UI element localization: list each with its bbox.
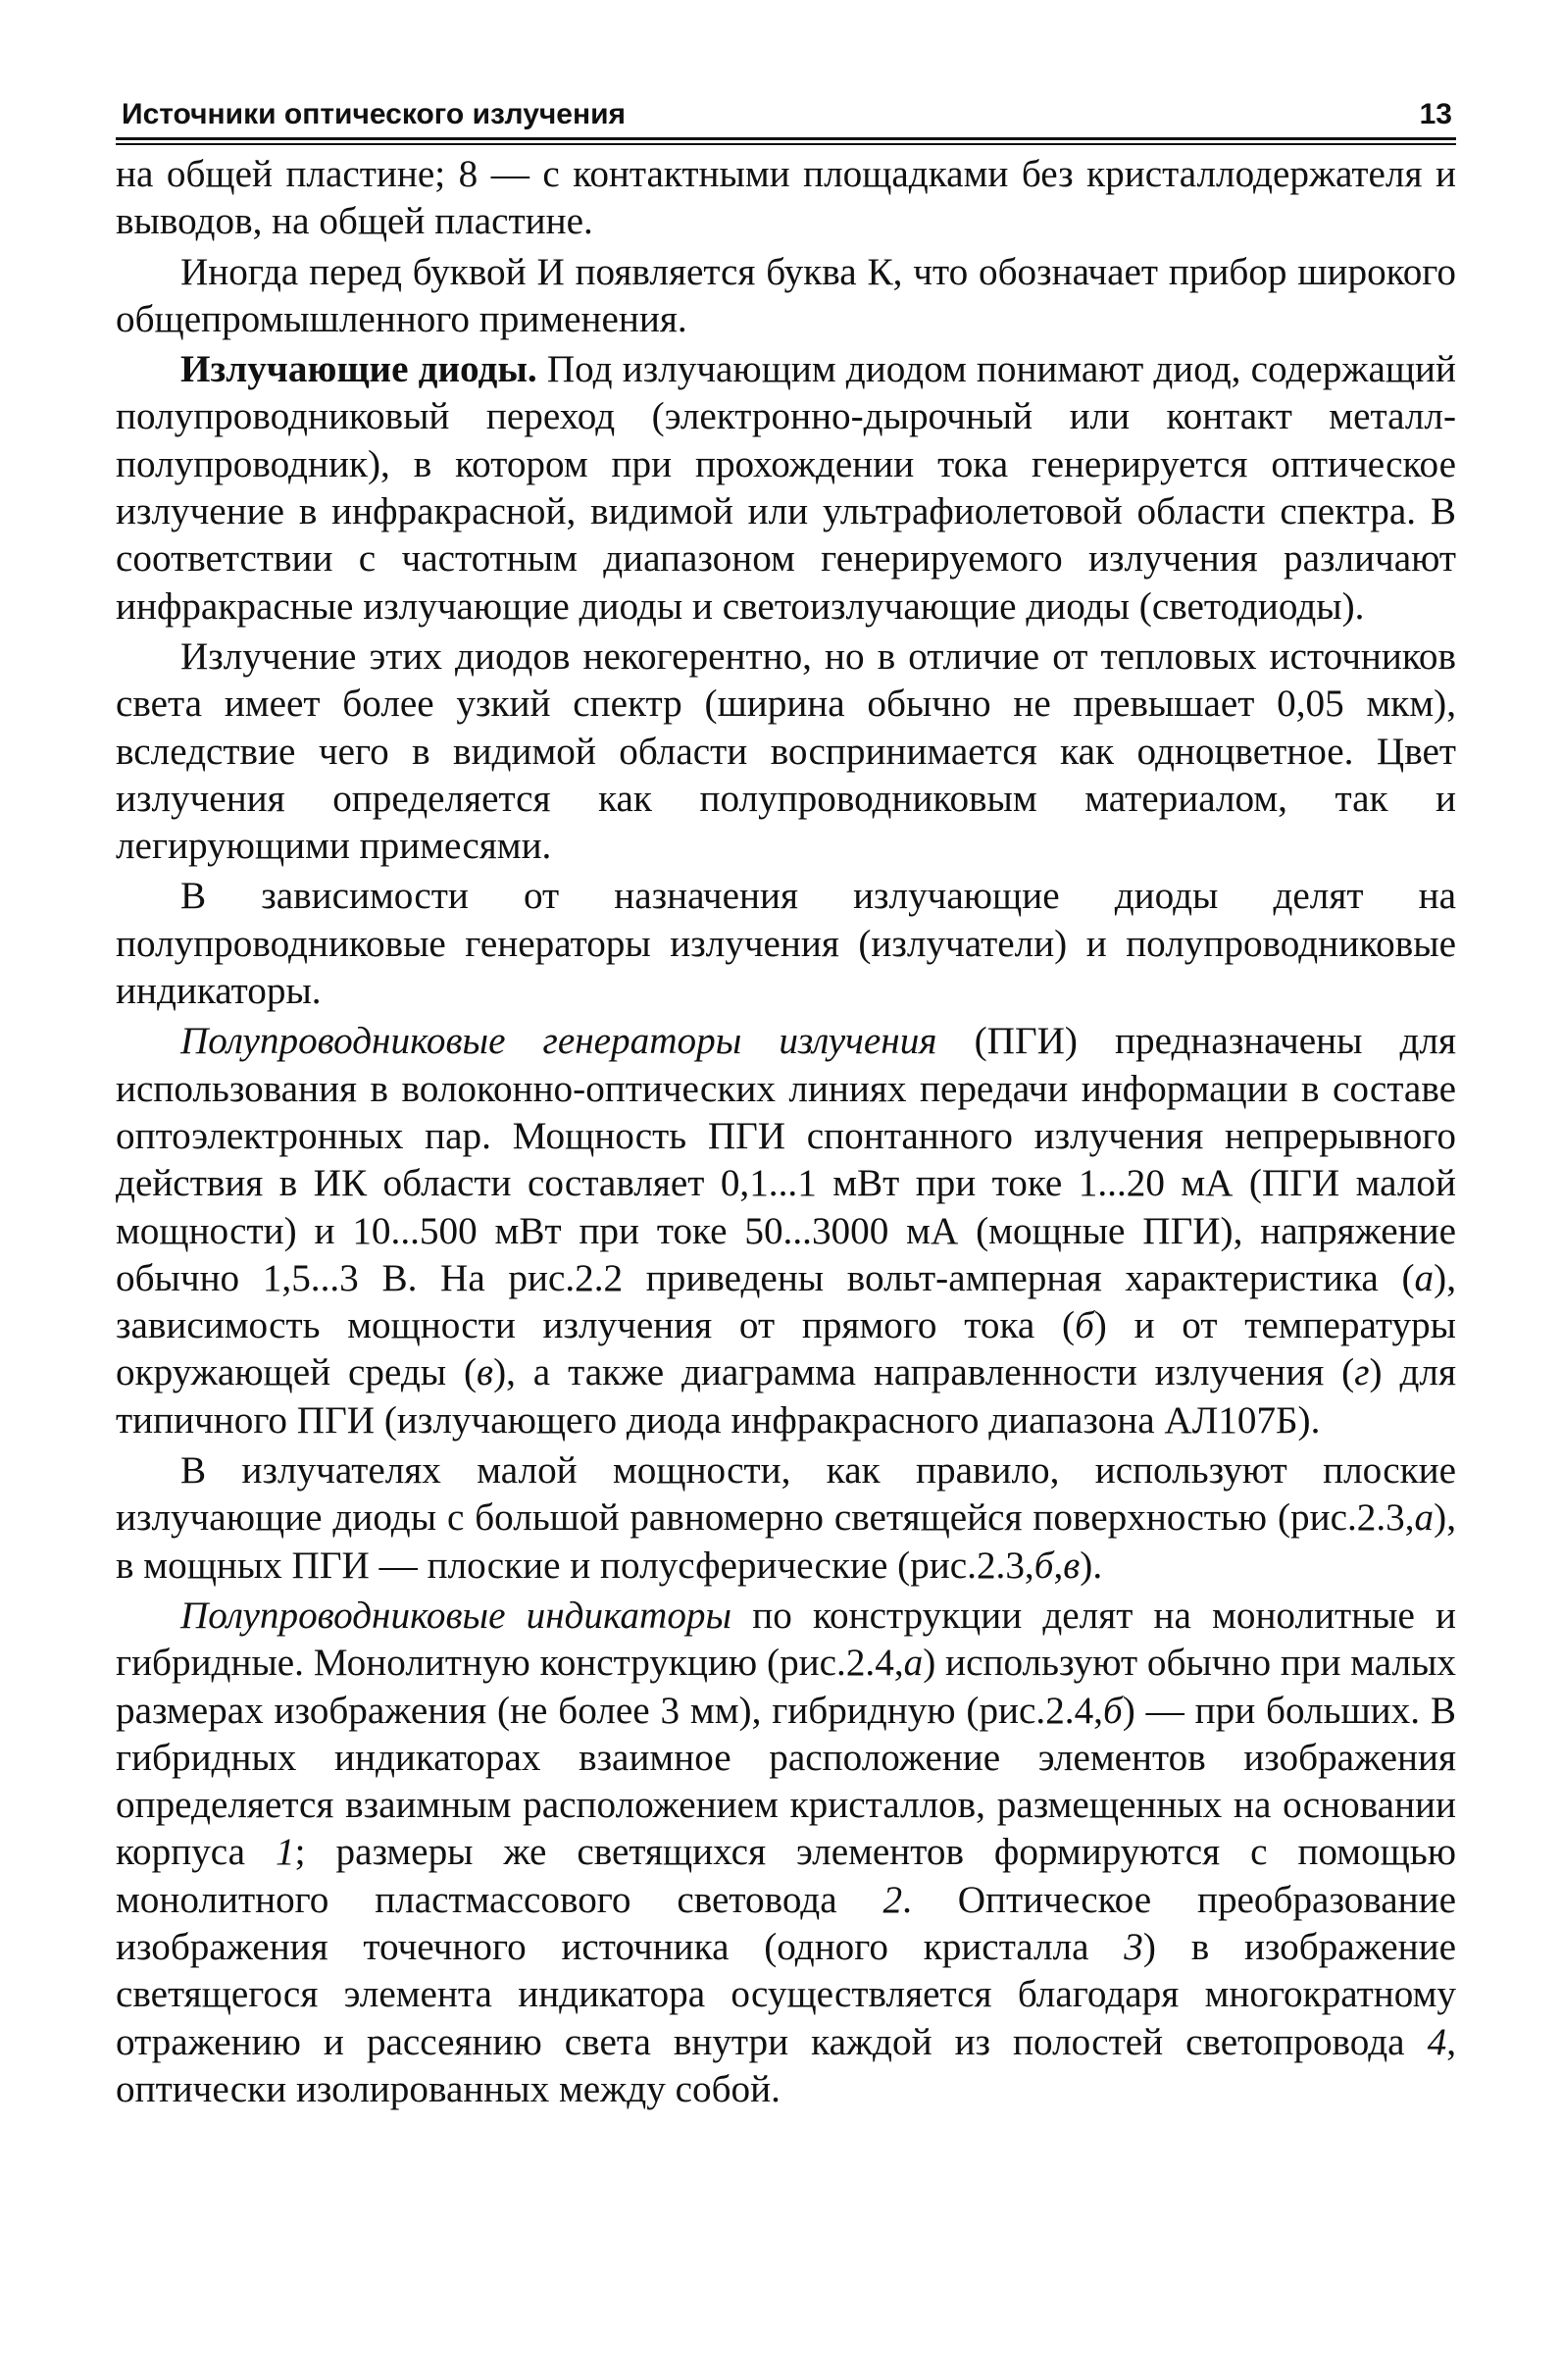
italic-run: а (1414, 1256, 1435, 1299)
italic-run: в (477, 1351, 494, 1394)
text-run: ) используют обычно при малых размерах изображения (не более 3 мм), гибридную (рис.2.4, (116, 1642, 1457, 1732)
italic-run: б (1033, 1544, 1054, 1587)
paragraph-text: Под излучающим диодом понимают диод, содержащий полупроводниковый переход (электронно-дырочный или контакт металл-полупроводник), в котором при прохождении тока генерируется оптическое излучение в инфракрасной, видимой или ультрафиолетовой области спектра. В соответствии с частотным диапазоном генерируемого излучения различают инфракрасные излучающие диоды и светоизлучающие диоды (светодиоды). (116, 348, 1456, 628)
italic-run: 1 (276, 1831, 295, 1874)
paragraph-indicators (116, 1593, 1456, 2113)
text-run: ), в мощных ПГИ — плоские и полусферические (рис.2.3, (116, 1496, 1456, 1587)
text-run: ), а также диаграмма направленности излучения ( (493, 1351, 1355, 1394)
text-run: ). (1080, 1544, 1103, 1587)
italic-run: а (1414, 1496, 1435, 1540)
text-run: по конструкции делят на монолитные и гибридные. Монолитную конструкцию (рис.2.4, (116, 1594, 1456, 1685)
paragraph-continuation: на общей пластине; 8 — с контактными площадками без кристаллодержателя и выводов, на общей пластине. (116, 153, 1456, 243)
paragraph-emitters (116, 1447, 1456, 1590)
running-header (116, 98, 1456, 137)
paragraph-generators (116, 1018, 1456, 1444)
italic-run: б (1102, 1689, 1123, 1732)
italic-run: 4 (1427, 2020, 1447, 2063)
header-rule (116, 137, 1456, 145)
section-run-in-heading: Излучающие диоды. (180, 348, 537, 391)
italic-run: г (1354, 1351, 1370, 1394)
text-run: ) в изображение светящегося элемента индикатора осуществляется благодаря многократному отражению и рассеянию света внутри каждой из полостей светопровода (116, 1925, 1456, 2063)
paragraph: Иногда перед буквой И появляется буква К, что обозначает прибор широкого общепромышленного применения. (116, 250, 1456, 340)
text-run: . Оптическое преобразование изображения точечного источника (одного кристалла (116, 1878, 1457, 1968)
text-run: , (1053, 1544, 1064, 1587)
paragraph: В зависимости от назначения излучающие диоды делят на полупроводниковые генераторы излучения (излучатели) и полупроводниковые индикаторы. (116, 875, 1456, 1013)
text-run: В излучателях малой мощности, как правило, используют плоские излучающие диоды с большой равномерно светящейся поверхностью (рис.2.3, (116, 1449, 1456, 1540)
text-run: ; размеры же светящихся элементов формируются с помощью монолитного пластмассового световода (116, 1831, 1456, 1921)
text-run: ) и от температуры окружающей среды ( (116, 1304, 1456, 1394)
italic-run: Полупроводниковые генераторы излучения (180, 1020, 937, 1063)
italic-run: б (1075, 1304, 1094, 1347)
text-run: ) — при больших. В гибридных индикаторах взаимное расположение элементов изображения определяется взаимным расположением кристаллов, размещенных на основании корпуса (116, 1689, 1456, 1874)
text-run: ), зависимость мощности излучения от прямого тока ( (116, 1256, 1456, 1347)
paragraph: Излучение этих диодов некогерентно, но в отличие от тепловых источников света имеет более узкий спектр (ширина обычно не превышает 0,05 мкм), вследствие чего в видимой области воспринимается как одноцветное. Цвет излучения определяется как полупроводниковым материалом, так и легирующими примесями. (116, 634, 1456, 868)
text-run: (ПГИ) предназначены для использования в волоконно-оптических линиях передачи информации в составе оптоэлектронных пар. Мощность ПГИ спонтанного излучения непрерывного действия в ИК области составляет 0,1...1 мВт при токе 1...20 мА (ПГИ малой мощности) и 10...500 мВт при токе 50...3000 мА (мощные ПГИ), напряжение обычно 1,5...3 В. На рис.2.2 приведены вольт-амперная характеристика ( (116, 1020, 1457, 1299)
body-text (116, 151, 1456, 2113)
text-run: , оптически изолированных между собой. (116, 2020, 1456, 2110)
page-number: 13 (1419, 98, 1452, 130)
italic-run: в (1063, 1544, 1081, 1587)
italic-run: 3 (1124, 1925, 1143, 1968)
italic-run: 2 (882, 1878, 903, 1921)
chapter-title: Источники оптического излучения (122, 98, 627, 130)
paragraph-emitting-diodes (116, 346, 1456, 631)
book-page (116, 98, 1456, 2116)
italic-run: Полупроводниковые индикаторы (180, 1594, 732, 1637)
text-run: ) для типичного ПГИ (излучающего диода инфракрасного диапазона АЛ107Б). (116, 1351, 1456, 1442)
italic-run: а (903, 1642, 924, 1685)
